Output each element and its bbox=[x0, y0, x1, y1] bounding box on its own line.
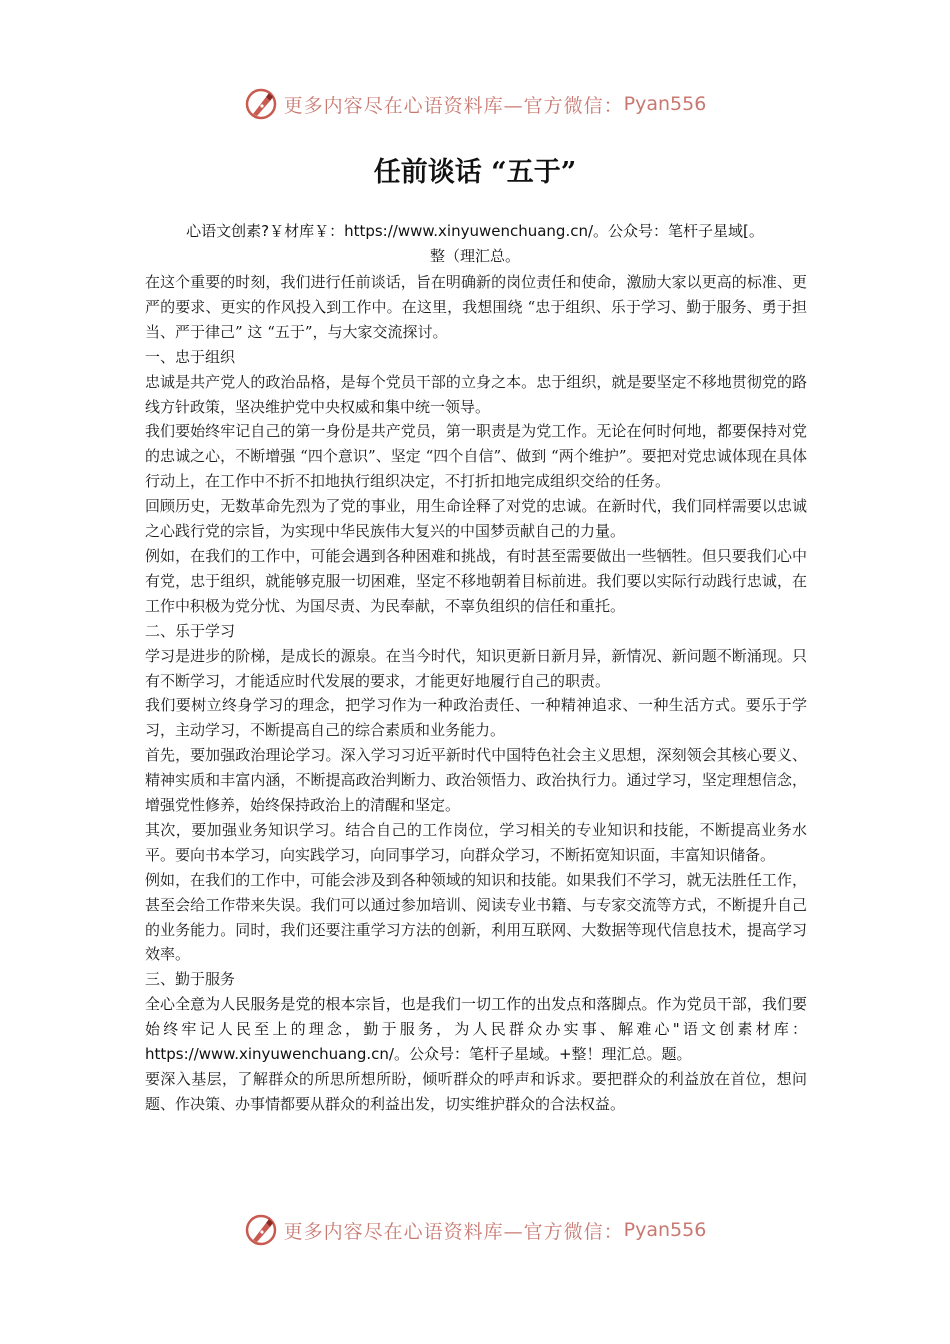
paragraph: 我们要树立终身学习的理念，把学习作为一种政治责任、一种精神追求、一种生活方式。要乐于学习，主动学习，不断提高自己的综合素质和业务能力。 bbox=[145, 696, 807, 740]
source-note-line-1: 心语文创素?￥材库￥：https://www.xinyuwenchuang.cn/。公众号：笔杆子星域[。 bbox=[186, 222, 764, 240]
paragraph: 回顾历史，无数革命先烈为了党的事业，用生命诠释了对党的忠诚。在新时代，我们同样需要以忠诚之心践行党的宗旨，为实现中华民族伟大复兴的中国梦贡献自己的力量。 bbox=[145, 497, 807, 541]
paragraph: 其次，要加强业务知识学习。结合自己的工作岗位，学习相关的专业知识和技能，不断提高业务水平。要向书本学习，向实践学习，向同事学习，向群众学习，不断拓宽知识面，丰富知识储备。 bbox=[145, 820, 807, 864]
pen-nib-logo-icon bbox=[244, 87, 278, 121]
intro-paragraph: 在这个重要的时刻，我们进行任前谈话，旨在明确新的岗位责任和使命，激励大家以更高的标准、更严的要求、更实的作风投入到工作中。在这里，我想围绕 “忠于组织、乐于学习、勤于服务、勇于担当、严于律己” 这 “五于”，与大家交流探讨。 bbox=[145, 273, 807, 341]
paragraph: 例如，在我们的工作中，可能会涉及到各种领域的知识和技能。如果我们不学习，就无法胜任工作，甚至会给工作带来失误。我们可以通过参加培训、阅读专业书籍、与专家交流等方式，不断提升自己的业务能力。同时，我们还要注重学习方法的创新，利用互联网、大数据等现代信息技术，提高学习效率。 bbox=[145, 870, 807, 964]
paragraph: 例如，在我们的工作中，可能会遇到各种困难和挑战，有时甚至需要做出一些牺牲。但只要我们心中有党，忠于组织，就能够克服一切困难，坚定不移地朝着目标前进。我们要以实际行动践行忠诚，在工作中积极为党分忧、为国尽责、为民奉献，不辜负组织的信任和重托。 bbox=[145, 546, 807, 615]
banner-text: 更多内容尽在心语资料库—官方微信： bbox=[283, 94, 624, 117]
source-note-line-2: 整（理汇总。 bbox=[429, 247, 520, 265]
section-heading-2: 二、乐于学习 bbox=[145, 621, 236, 640]
banner-text: 更多内容尽在心语资料库—官方微信： bbox=[283, 1220, 624, 1243]
paragraph: 我们要始终牢记自己的第一身份是共产党员，第一职责是为党工作。无论在何时何地，都要保持对党的忠诚之心，不断增强 “四个意识”、坚定 “四个自信”、做到 “两个维护”。要把对党忠诚体现在具体行动上，在工作中不折不扣地执行组织决定，不打折扣地完成组织交给的任务。 bbox=[145, 422, 807, 491]
banner-wechat-id: Pyan556 bbox=[623, 93, 707, 115]
section-heading-1: 一、忠于组织 bbox=[145, 347, 236, 366]
banner-wechat-id: Pyan556 bbox=[623, 1219, 707, 1241]
paragraph: 要深入基层，了解群众的所思所想所盼，倾听群众的呼声和诉求。要把群众的利益放在首位，想问题、作决策、办事情都要从群众的利益出发，切实维护群众的合法权益。 bbox=[145, 1070, 807, 1113]
paragraph: 首先，要加强政治理论学习。深入学习习近平新时代中国特色社会主义思想，深刻领会其核心要义、精神实质和丰富内涵，不断提高政治判断力、政治领悟力、政治执行力。通过学习，坚定理想信念，增强党性修养，始终保持政治上的清醒和坚定。 bbox=[145, 746, 807, 815]
document-body bbox=[145, 270, 807, 1117]
paragraph: 学习是进步的阶梯，是成长的源泉。在当今时代，知识更新日新月异，新情况、新问题不断涌现。只有不断学习，才能适应时代发展的要求，才能更好地履行自己的职责。 bbox=[145, 646, 807, 690]
section-heading-3: 三、勤于服务 bbox=[145, 970, 236, 989]
paragraph: 全心全意为人民服务是党的根本宗旨，也是我们一切工作的出发点和落脚点。作为党员干部，我们要始终牢记人民至上的理念，勤于服务，为人民群众办实事、解难心"语文创素材库：https://www.xinyuwenchuang.cn/。公众号：笔杆子星域。+整！理汇总。题。 bbox=[145, 995, 807, 1064]
document-title: 任前谈话 “五于” bbox=[373, 157, 577, 188]
paragraph: 忠诚是共产党人的政治品格，是每个党员干部的立身之本。忠于组织，就是要坚定不移地贯彻党的路线方针政策，坚决维护党中央权威和集中统一领导。 bbox=[145, 372, 807, 416]
header-watermark-banner bbox=[0, 84, 950, 124]
source-note bbox=[145, 219, 805, 269]
pen-nib-logo-icon bbox=[244, 1213, 278, 1247]
footer-watermark-banner bbox=[0, 1210, 950, 1250]
